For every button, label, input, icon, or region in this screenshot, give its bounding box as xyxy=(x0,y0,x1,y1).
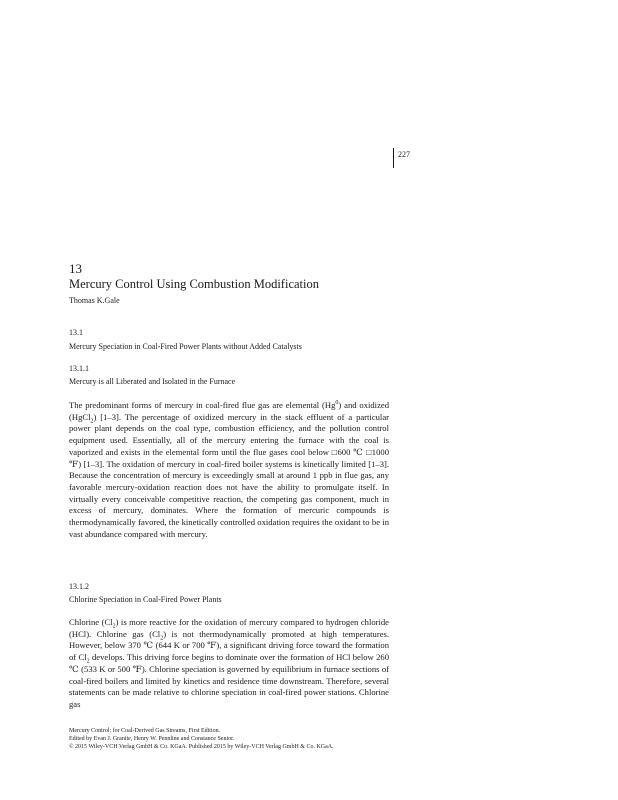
section-number-13-1: 13.1 xyxy=(69,328,83,337)
section-number-13-1-1: 13.1.1 xyxy=(69,364,89,373)
footer-editors: Edited by Evan J. Granite, Henry W. Pennline and Constance Senior. xyxy=(69,736,235,742)
paragraph-mercury-forms xyxy=(69,400,389,540)
para1-superscript: 0 xyxy=(335,400,339,407)
footer-copyright: © 2015 Wiley-VCH Verlag GmbH & Co. KGaA. Published 2015 by Wiley-VCH Verlag GmbH & Co. KGaA. xyxy=(69,744,334,750)
section-title-13-1-2: Chlorine Speciation in Coal-Fired Power Plants xyxy=(69,595,222,604)
para2-text-3: ) is not thermodynamically promoted at high temperatures. However, below 370 ℃ (644 K or 700 ℉), a significant driving force toward the formation of Cl xyxy=(69,628,389,663)
section-title-13-1-1: Mercury is all Liberated and Isolated in the Furnace xyxy=(69,377,236,386)
para2-subscript-2: 2 xyxy=(160,635,164,642)
para1-text-1: The predominant forms of mercury in coal-fired flue gas are elemental (Hg xyxy=(69,400,336,410)
para2-subscript-3: 2 xyxy=(86,658,90,665)
para1-text-2: ) and oxidized (HgCl xyxy=(69,400,389,422)
para2-text-4: develops. This driving force begins to dominate over the formation of HCl below 260 ℃ (533 K or 500 ℉). Chlorine speciation is governed by equilibrium in furnace sections of coal-fired boilers and limited by kinetics and residence time downstream. Therefore, several statements can be made relative to chlorine speciation in coal-fired power stations. Chlorine gas xyxy=(69,652,389,709)
chapter-author: Thomas K.Gale xyxy=(69,296,120,305)
section-title-13-1: Mercury Speciation in Coal-Fired Power Plants without Added Catalysts xyxy=(69,342,302,351)
paragraph-chlorine-speciation xyxy=(69,617,389,711)
chapter-number: 13 xyxy=(69,261,82,276)
footer-book-title: Mercury Control: for Coal-Derived Gas Streams, First Edition. xyxy=(69,728,221,734)
page-number: 227 xyxy=(398,150,410,159)
para1-subscript: 2 xyxy=(90,418,94,425)
para2-text-1: Chlorine (Cl xyxy=(69,617,113,627)
para1-text-3: ) [1–3]. The percentage of oxidized mercury in the stack effluent of a particular power plant depends on the coal type, combustion efficiency, and the pollution control equipment used. Essentially, all of the mercury entering the furnace with the coal is vaporized and exists in the elemental form until the flue gases cool below □600 ℃ □1000 ℉) [1–3]. The oxidation of mercury in coal-fired boiler systems is kinetically limited [1–3]. Because the concentration of mercury is exceedingly small at around 1 ppb in flue gas, any favorable mercury-oxidation reaction does not have the ability to promulgate itself. In virtually every conceivable competitive reaction, the competing gas component, much in excess of mercury, dominates. Where the formation of mercuric compounds is thermodynamically favored, the kinetically controlled oxidation requires the oxidant to be in vast abundance compared with mercury. xyxy=(69,411,389,539)
page-number-rule xyxy=(393,148,394,168)
section-number-13-1-2: 13.1.2 xyxy=(69,582,89,591)
para2-text-2: ) is more reactive for the oxidation of mercury compared to hydrogen chloride (HCl). Chlorine gas (Cl xyxy=(69,617,389,639)
copyright-footer xyxy=(69,727,334,751)
para2-subscript-1: 2 xyxy=(112,623,116,630)
chapter-title: Mercury Control Using Combustion Modification xyxy=(69,277,319,291)
